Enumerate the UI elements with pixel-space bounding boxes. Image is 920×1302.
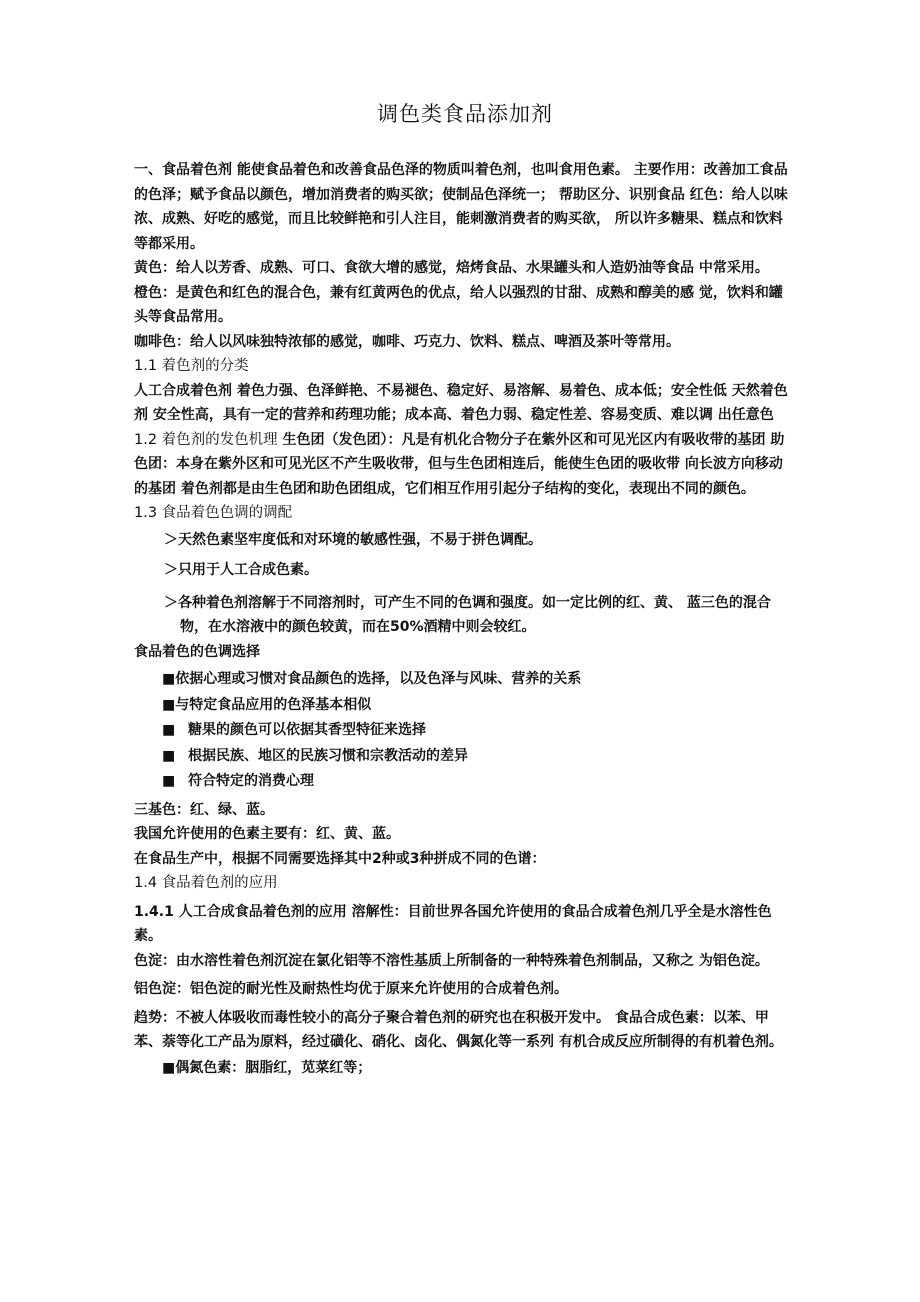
allowed-colors-line: 我国允许使用的色素主要有：红、黄、蓝。 xyxy=(134,826,400,842)
section-1-4-heading: 1.4 食品着色剂的应用 xyxy=(134,875,278,891)
yellow-paragraph: 黄色：给人以芳香、成熟、可口、食欲大增的感觉，焙烤食品、水果罐头和人造奶油等食品 中常采用。 xyxy=(134,260,769,276)
hue-selection-heading: 食品着色的色调选择 xyxy=(134,643,260,660)
bullet-item-azo: ■偶氮色素：胭脂红，苋菜红等； xyxy=(162,1059,372,1076)
arrow-item-1: ＞天然色素坚牢度低和对环境的敏感性强，不易于拼色调配。 xyxy=(164,531,542,548)
bullet-square-icon: ■ xyxy=(162,747,176,764)
section-1-3-heading: 1.3 食品着色色调的调配 xyxy=(134,505,293,521)
orange-paragraph: 橙色：是黄色和红色的混合色，兼有红黄两色的优点，给人以强烈的甘甜、成熟和醇美的感 觉，饮料和罐头等食品常用。 xyxy=(134,284,783,325)
classification-paragraph: 人工合成着色剂 着色力强、色泽鲜艳、不易褪色、稳定好、易溶解、易着色、成本低；安全性低 天然着色剂 安全性高，具有一定的营养和药理功能；成本高、着色力弱、稳定性差、容易变质、难以调 出任意色 xyxy=(134,382,788,423)
brown-paragraph: 咖啡色：给人以风味独特浓郁的感觉，咖啡、巧克力、饮料、糕点、啤酒及茶叶等常用。 xyxy=(134,333,680,350)
arrow-item-2: ＞只用于人工合成色素。 xyxy=(164,562,318,578)
section-1-1-heading: 1.1 着色剂的分类 xyxy=(134,358,249,374)
bullet-square-icon: ■ xyxy=(162,722,176,738)
aluminum-lake-paragraph: 铝色淀：铝色淀的耐光性及耐热性均优于原来允许使用的合成着色剂。 xyxy=(134,981,568,997)
document-title: 调色类食品添加剂 xyxy=(377,102,553,126)
trend-paragraph: 趋势：不被人体吸收而毒性较小的高分子聚合着色剂的研究也在积极开发中。 食品合成色素：以苯、甲苯、萘等化工产品为原料，经过磺化、硝化、卤化、偶氮化等一系列 有机合成反应所制得的有机着色剂。 xyxy=(134,1009,783,1050)
intro-paragraph: 一、食品着色剂 能使食品着色和改善食品色泽的物质叫着色剂，也叫食用色素。 主要作用：改善加工食品的色泽；赋予食品以颜色，增加消费者的购买欲；使制品色泽统一； 帮助区分、识别食品 红色：给人以味浓、成熟、好吃的感觉，而且比较鲜艳和引人注目，能刺激消费者的购买欲， 所以许多糖果、糕点和饮料等都采用。 xyxy=(134,162,788,252)
bullet-item-3: ■ 糖果的颜色可以依据其香型特征来选择 xyxy=(134,718,796,743)
section-1-2-heading: 1.2 着色剂的发色机理 xyxy=(134,431,278,448)
arrow-item-3: ＞各种着色剂溶解于不同溶剂时，可产生不同的色调和强度。如一定比例的红、黄、 蓝三色的混合物，在水溶液中的颜色较黄，而在50%酒精中则会较红。 xyxy=(164,594,771,635)
mechanism-text: 生色团（发色团）：凡是有机化合物分子在紫外区和可见光区内有吸收带的基团 助色团：本身在紫外区和可见光区不产生吸收带，但与生色团相连后，能使生色团的吸收带 向长波方向移动的基团 着色剂都是由生色团和助色团组成，它们相互作用引起分子结构的变化，表现出不同的颜色。 xyxy=(134,431,785,497)
bullet-item-2: ■与特定食品应用的色泽基本相似 xyxy=(162,696,372,713)
production-line: 在食品生产中，根据不同需要选择其中2种或3种拼成不同的色谱： xyxy=(134,850,546,867)
bullet-item-1: ■依据心理或习惯对食品颜色的选择，以及色泽与风味、营养的关系 xyxy=(162,671,582,687)
section-1-4-1-paragraph: 1.4.1 人工合成食品着色剂的应用 溶解性：目前世界各国允许使用的食品合成着色剂几乎全是水溶性色素。 xyxy=(134,903,772,944)
primary-colors-line: 三基色：红、绿、蓝。 xyxy=(134,801,274,818)
lake-paragraph: 色淀：由水溶性着色剂沉淀在氯化铝等不溶性基质上所制备的一种特殊着色剂制品，又称之 为铝色淀。 xyxy=(134,952,769,969)
bullet-item-5: ■ 符合特定的消费心理 xyxy=(134,769,796,794)
mechanism-paragraph xyxy=(134,428,796,502)
bullet-square-icon: ■ xyxy=(162,773,176,789)
bullet-item-4: ■ 根据民族、地区的民族习惯和宗教活动的差异 xyxy=(134,744,796,769)
